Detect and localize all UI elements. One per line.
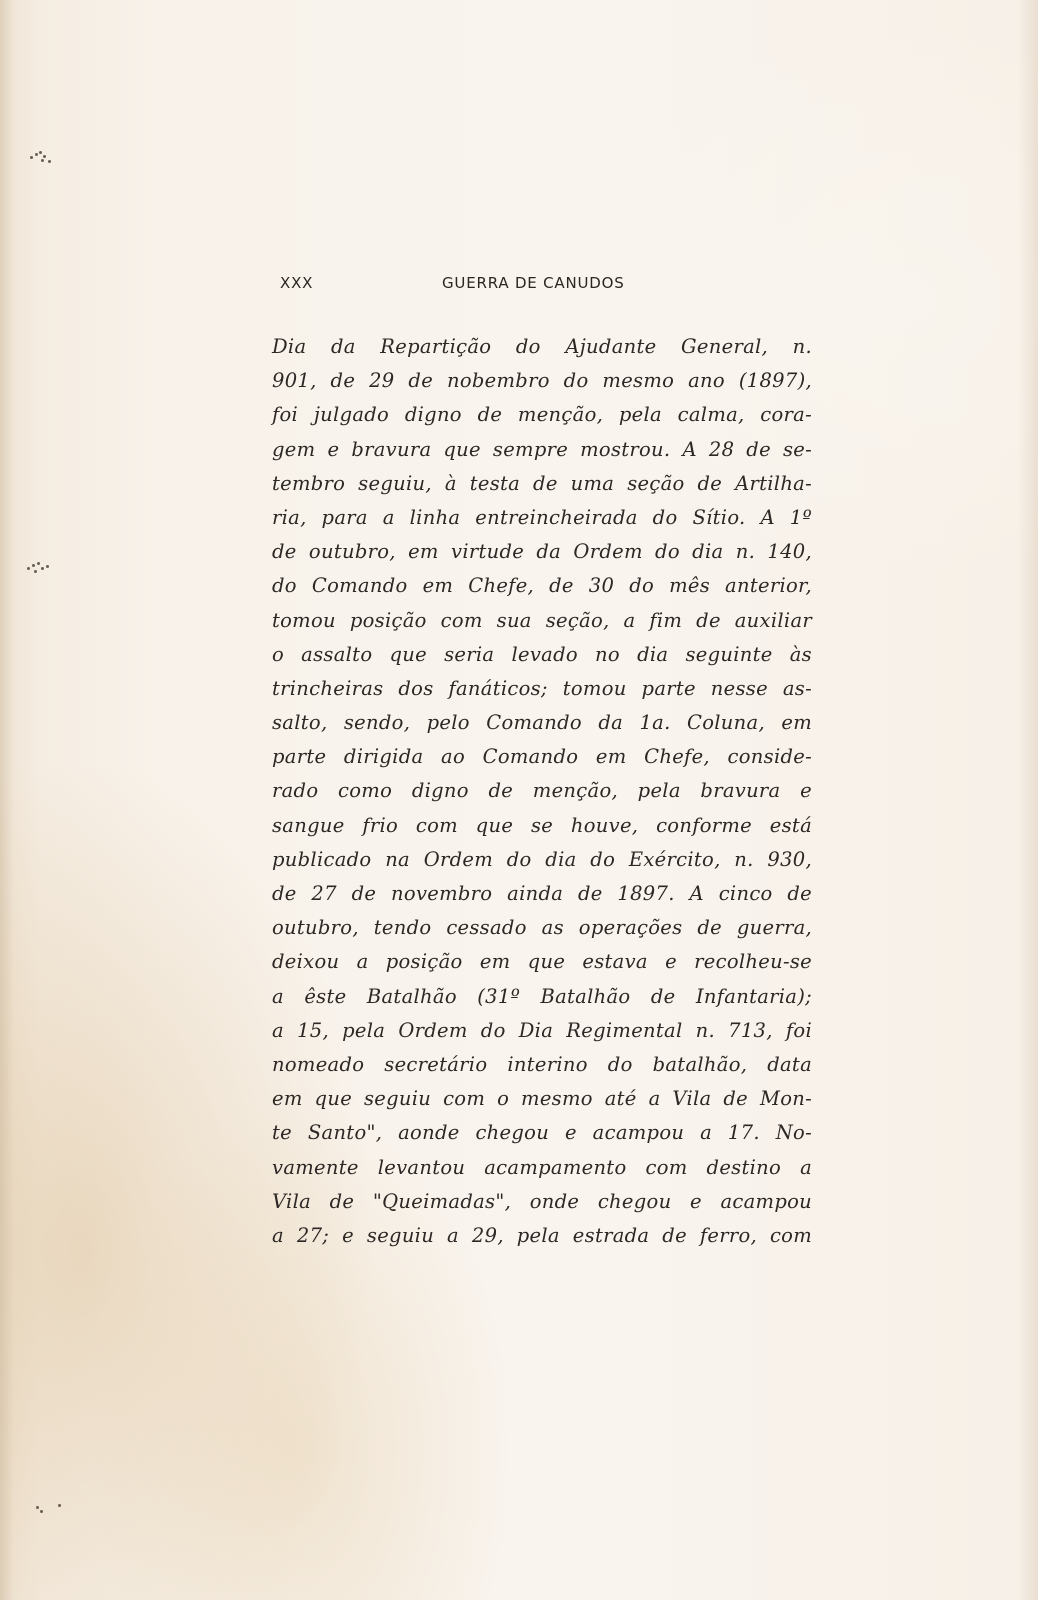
text-line: outubro, tendo cessado as operações de guerra, bbox=[272, 916, 812, 940]
text-line: gem e bravura que sempre mostrou. A 28 de se- bbox=[272, 437, 812, 461]
body-text bbox=[272, 330, 812, 1253]
text-line: de 27 de novembro ainda de 1897. A cinco de bbox=[272, 882, 812, 905]
page-number: XXX bbox=[280, 274, 314, 292]
text-line: te Santo", aonde chegou e acampou a 17. No- bbox=[272, 1121, 812, 1145]
text-line: foi julgado digno de menção, pela calma, cora- bbox=[272, 403, 812, 427]
text-line: publicado na Ordem do dia do Exército, n. 930, bbox=[272, 847, 812, 871]
text-line: de outubro, em virtude da Ordem do dia n. 140, bbox=[272, 540, 812, 564]
text-line: ria, para a linha entreincheirada do Sítio. A 1º bbox=[272, 505, 812, 529]
text-line: trincheiras dos fanáticos; tomou parte nesse as- bbox=[272, 676, 812, 700]
text-line: 901, de 29 de nobembro do mesmo ano (1897), bbox=[272, 369, 812, 393]
text-line: tomou posição com sua seção, a fim de auxiliar bbox=[272, 608, 812, 632]
text-line: a 27; e seguiu a 29, pela estrada de ferro, com bbox=[272, 1223, 812, 1247]
text-line: sangue frio com que se houve, conforme está bbox=[272, 813, 812, 837]
ink-speck-cluster bbox=[34, 1500, 64, 1520]
running-head bbox=[280, 274, 700, 298]
text-line: nomeado secretário interino do batalhão, data bbox=[272, 1052, 812, 1076]
text-line: Vila de "Queimadas", onde chegou e acampou bbox=[272, 1189, 812, 1213]
ink-speck-cluster bbox=[28, 148, 58, 168]
text-line: do Comando em Chefe, de 30 do mês anterior, bbox=[272, 574, 812, 598]
text-line: a êste Batalhão (31º Batalhão de Infantaria); bbox=[272, 984, 812, 1008]
spine-shadow bbox=[0, 0, 14, 1600]
book-title: GUERRA DE CANUDOS bbox=[442, 274, 625, 292]
text-line: tembro seguiu, à testa de uma seção de Artilha- bbox=[272, 471, 812, 495]
text-line: Dia da Repartição do Ajudante General, n. bbox=[272, 335, 812, 358]
ink-speck-cluster bbox=[24, 558, 54, 578]
text-line: deixou a posição em que estava e recolheu-se bbox=[272, 950, 812, 974]
text-line: salto, sendo, pelo Comando da 1a. Coluna, em bbox=[272, 711, 812, 735]
text-line: parte dirigida ao Comando em Chefe, conside- bbox=[272, 745, 812, 769]
page-edge bbox=[1018, 0, 1038, 1600]
text-line: vamente levantou acampamento com destino a bbox=[272, 1155, 812, 1179]
text-line: rado como digno de menção, pela bravura e bbox=[272, 779, 812, 803]
text-line: a 15, pela Ordem do Dia Regimental n. 713, foi bbox=[272, 1018, 812, 1042]
text-line: o assalto que seria levado no dia seguinte às bbox=[272, 642, 812, 666]
text-line: em que seguiu com o mesmo até a Vila de Mon- bbox=[272, 1087, 812, 1111]
